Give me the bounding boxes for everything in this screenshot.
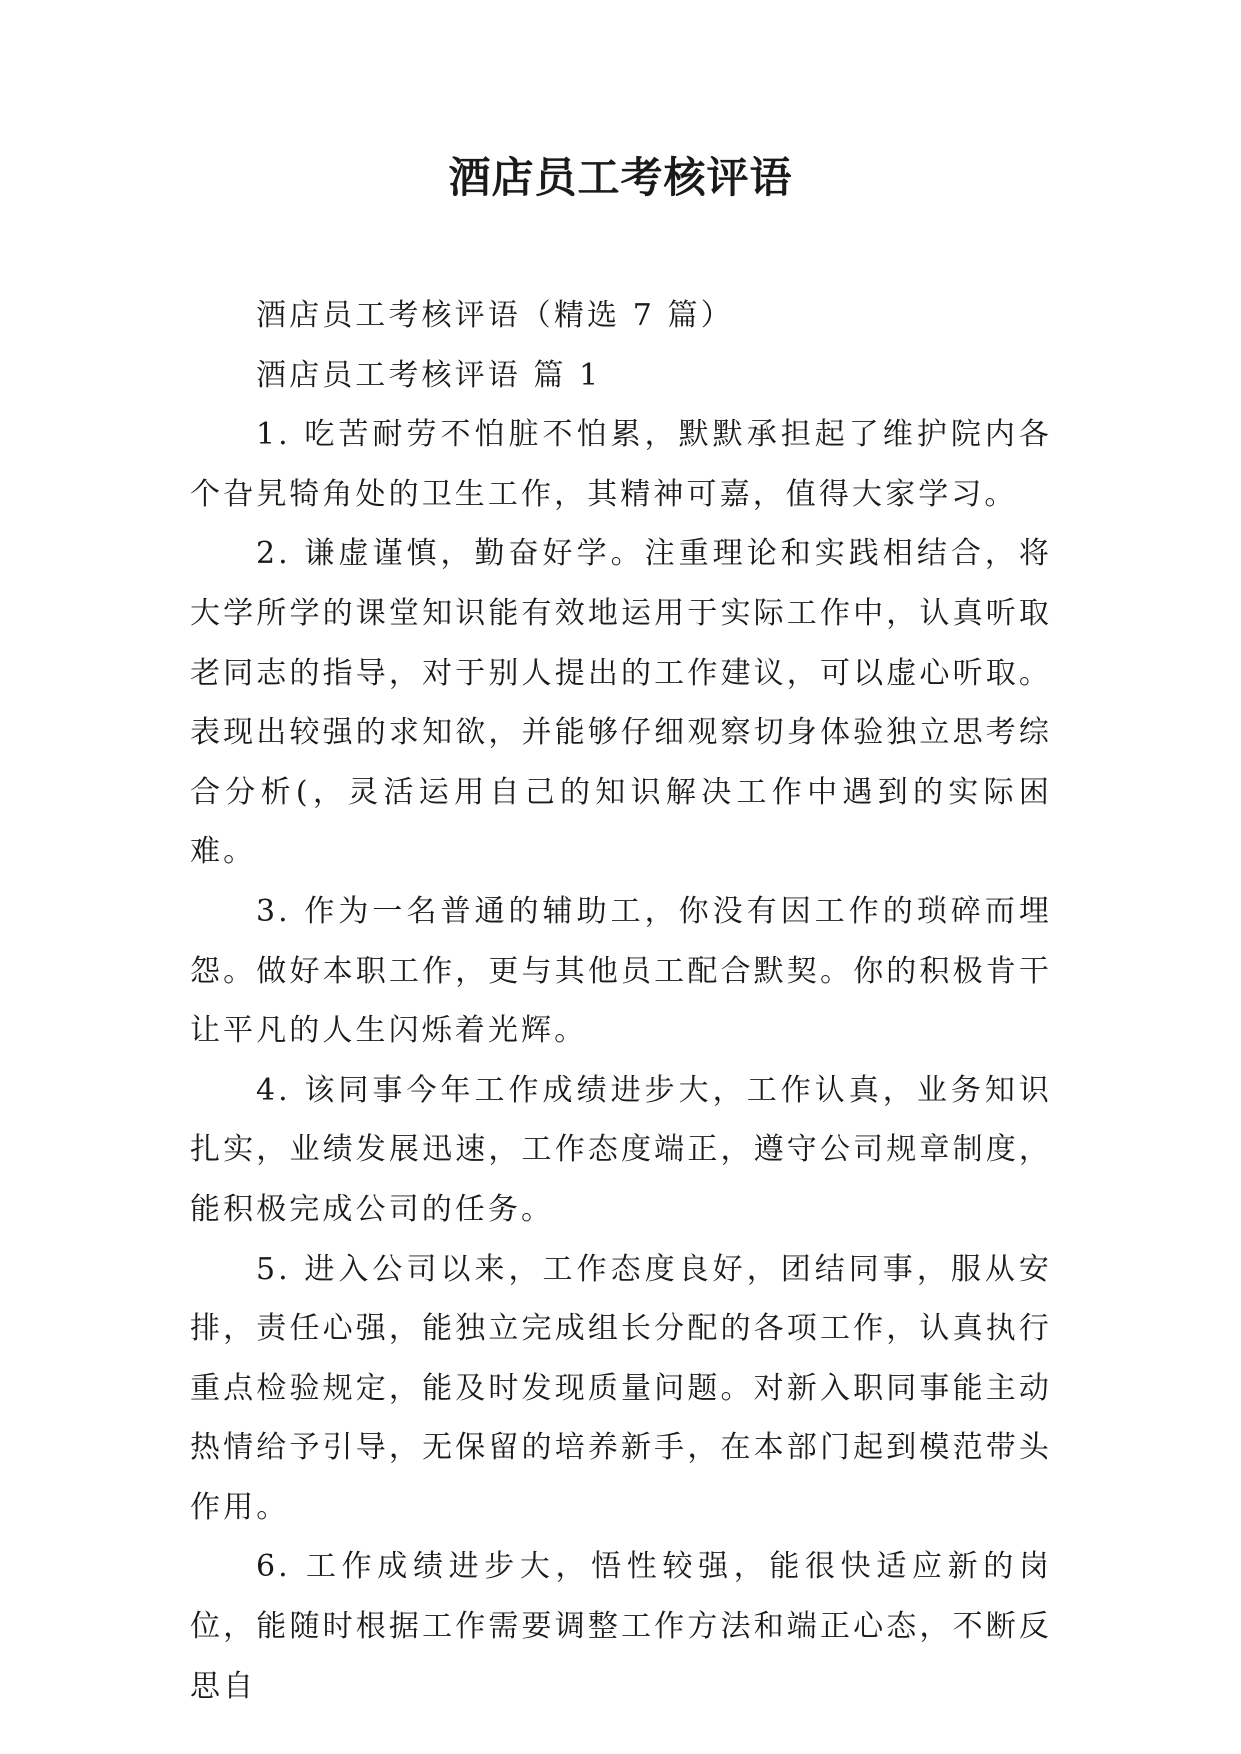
document-title: 酒店员工考核评语 [448, 153, 793, 202]
paragraph-4: 4. 该同事今年工作成绩进步大，工作认真，业务知识扎实，业绩发展迅速，工作态度端正，遵守公司规章制度，能积极完成公司的任务。 [190, 1072, 1052, 1227]
subtitle-line: 酒店员工考核评语（精选 7 篇） [256, 298, 734, 333]
section-heading: 酒店员工考核评语 篇 1 [256, 357, 602, 393]
document-body [190, 286, 1052, 1716]
paragraph-2: 2. 谦虚谨慎，勤奋好学。注重理论和实践相结合，将大学所学的课堂知识能有效地运用于实际工作中，认真听取老同志的指导，对于别人提出的工作建议，可以虚心听取。表现出较强的求知欲，并能够仔细观察切身体验独立思考综合分析(，灵活运用自己的知识解决工作中遇到的实际困难。 [190, 536, 1052, 870]
paragraph-5: 5. 进入公司以来，工作态度良好，团结同事，服从安排，责任心强，能独立完成组长分配的各项工作，认真执行重点检验规定，能及时发现质量问题。对新入职同事能主动热情给予引导，无保留的培养新手，在本部门起到模范带头作用。 [190, 1251, 1052, 1525]
paragraph-6: 6. 工作成绩进步大，悟性较强，能很快适应新的岗位，能随时根据工作需要调整工作方法和端正心态，不断反思自 [190, 1549, 1052, 1704]
paragraph-1: 1. 吃苦耐劳不怕脏不怕累，默默承担起了维护院内各个旮旯犄角处的卫生工作，其精神可嘉，值得大家学习。 [190, 417, 1052, 512]
paragraph-3: 3. 作为一名普通的辅助工，你没有因工作的琐碎而埋怨。做好本职工作，更与其他员工配合默契。你的积极肯干让平凡的人生闪烁着光辉。 [190, 893, 1052, 1049]
